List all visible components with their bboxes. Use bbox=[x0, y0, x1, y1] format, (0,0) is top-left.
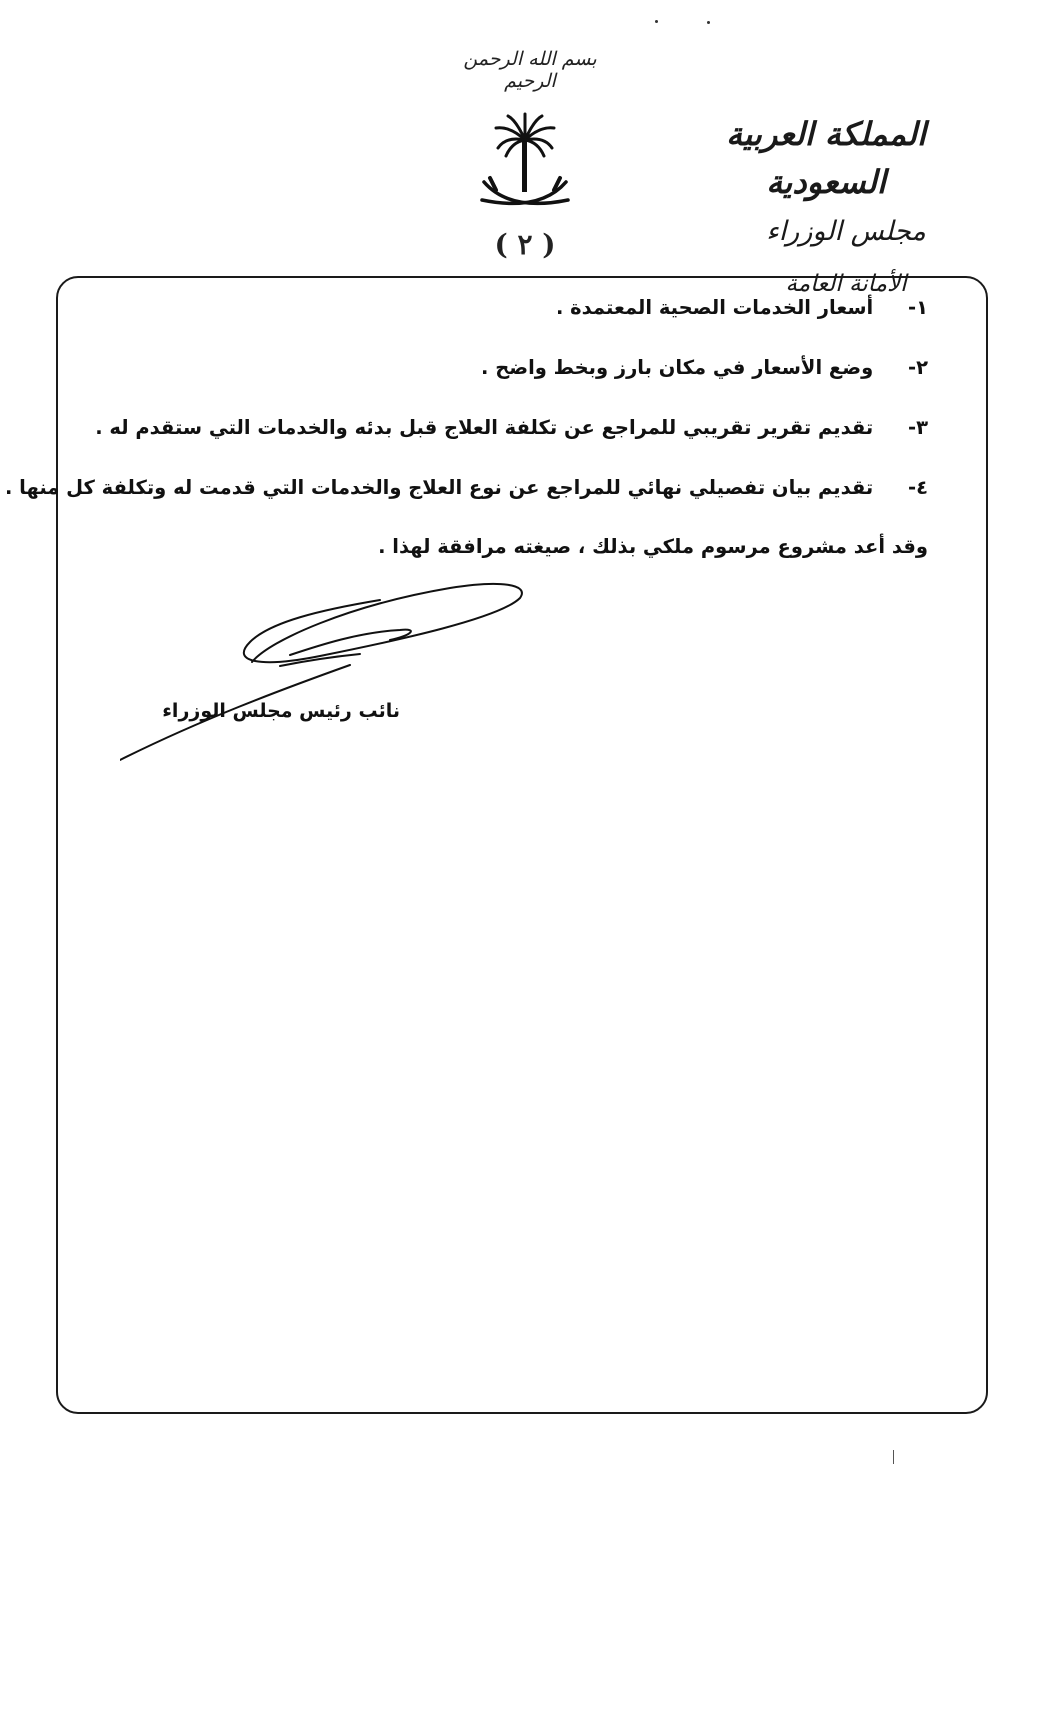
list-item bbox=[556, 296, 928, 319]
list-item bbox=[95, 416, 928, 439]
handwritten-signature bbox=[120, 570, 540, 770]
item-text: أسعار الخدمات الصحية المعتمدة . bbox=[555, 296, 874, 319]
letterhead-secretariat: الأمانة العامة bbox=[785, 271, 907, 297]
scan-speck bbox=[655, 20, 658, 23]
letterhead-council: مجلس الوزراء bbox=[766, 216, 926, 247]
item-text: تقديم بيان تفصيلي نهائي للمراجع عن نوع العلاج والخدمات التي قدمت له وتكلفة كل منها . bbox=[4, 476, 874, 499]
letterhead-kingdom: المملكة العربية السعودية bbox=[726, 115, 926, 201]
item-number: ٤- bbox=[908, 476, 928, 499]
item-number: ١- bbox=[908, 296, 928, 319]
content-frame bbox=[56, 276, 988, 1414]
item-text: وضع الأسعار في مكان بارز وبخط واضح . bbox=[481, 356, 874, 379]
scan-speck bbox=[707, 21, 710, 24]
closing-sentence: وقد أعد مشروع مرسوم ملكي بذلك ، صيغته مرافقة لهذا . bbox=[378, 535, 928, 558]
scan-mark bbox=[893, 1450, 894, 1464]
signer-title: نائب رئيس مجلس الوزراء bbox=[162, 700, 400, 722]
basmala: بسم الله الرحمن الرحيم bbox=[463, 48, 597, 92]
page-number: ( ٢ ) bbox=[494, 228, 556, 261]
saudi-emblem-icon bbox=[470, 112, 580, 222]
item-number: ٢- bbox=[908, 356, 928, 379]
item-number: ٣- bbox=[908, 416, 928, 439]
list-item bbox=[5, 476, 928, 499]
list-item bbox=[481, 356, 928, 379]
item-text: تقديم تقرير تقريبي للمراجع عن تكلفة العلاج قبل بدئه والخدمات التي ستقدم له . bbox=[95, 416, 874, 439]
